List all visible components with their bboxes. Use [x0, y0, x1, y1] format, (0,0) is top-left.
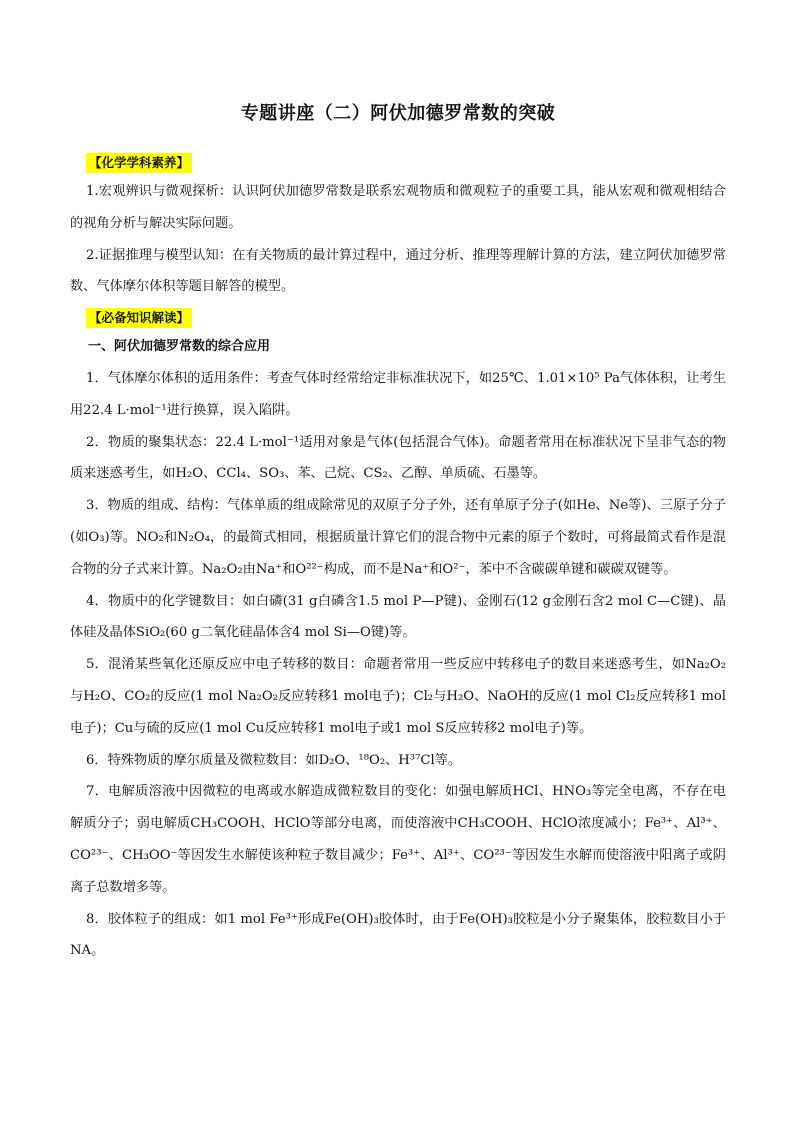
knowledge-item-7: 7．电解质溶液中因微粒的电离或水解造成微粒数目的变化：如强电解质HCl、HNO₃等完全电离，不存在电解质分子；弱电解质CH₃COOH、HClO等部分电离，而使溶液中CH₃COOH、HClO浓度减小；Fe³⁺、Al³⁺、CO²³⁻、CH₃OO⁻等因发生水解使该种粒子数目减少；Fe³⁺、Al³⁺、CO²³⁻等因发生水解而使溶液中阳离子或阴离子总数增多等。 [70, 784, 726, 895]
literacy-paragraph-1: 1.宏观辨识与微观探析：认识阿伏加德罗常数是联系宏观物质和微观粒子的重要工具，能从宏观和微观相结合的视角分析与解决实际问题。 [70, 184, 726, 231]
knowledge-item-5: 5．混淆某些氧化还原反应中电子转移的数目：命题者常用一些反应中转移电子的数目来迷惑考生，如Na₂O₂与H₂O、CO₂的反应(1 mol Na₂O₂反应转移1 mol电子)；Cl₂与H₂O、NaOH的反应(1 mol Cl₂反应转移1 mol电子)；Cu与硫的反应(1 mol Cu反应转移1 mol电子或1 mol S反应转移2 mol电子)等。 [70, 657, 726, 736]
page-title: 专题讲座（二）阿伏加德罗常数的突破 [240, 103, 556, 124]
knowledge-item-2: 2．物质的聚集状态：22.4 L·mol⁻¹适用对象是气体(包括混合气体)。命题者常用在标准状况下呈非气态的物质来迷惑考生，如H₂O、CCl₄、SO₃、苯、己烷、CS₂、乙醇、单质硫、石墨等。 [70, 434, 726, 482]
knowledge-item-3: 3．物质的组成、结构：气体单质的组成除常见的双原子分子外，还有单原子分子(如He、Ne等)、三原子分子(如O₃)等。NO₂和N₂O₄，的最简式相同，根据质量计算它们的混合物中元素的原子个数时，可将最简式看作是混合物的分子式来计算。Na₂O₂由Na⁺和O²²⁻构成，而不是Na⁺和O²⁻，苯中不含碳碳单键和碳碳双键等。 [70, 498, 726, 577]
literacy-paragraph-2: 2.证据推理与模型认知：在有关物质的最计算过程中，通过分析、推理等理解计算的方法，建立阿伏加德罗常数、气体摩尔体积等题目解答的模型。 [70, 247, 726, 295]
section-tag-literacy: 【化学学科素养】 [86, 153, 192, 173]
section-subheading: 一、阿伏加德罗常数的综合应用 [88, 339, 271, 355]
section-tag-row [70, 148, 726, 176]
knowledge-item-6: 6．特殊物质的摩尔质量及微粒数目：如D₂O、¹⁸O₂、H³⁷Cl等。 [86, 752, 462, 768]
knowledge-item-1: 1．气体摩尔体积的适用条件：考查气体时经常给定非标准状况下，如25℃、1.01×10⁵ Pa气体体积，让考生用22.4 L·mol⁻¹进行换算，误入陷阱。 [70, 370, 726, 418]
knowledge-item-8: 8．胶体粒子的组成：如1 mol Fe³⁺形成Fe(OH)₃胶体时，由于Fe(OH)₃胶粒是小分子聚集体，胶粒数目小于NA。 [70, 911, 726, 959]
section-tag-row [70, 303, 726, 331]
knowledge-item-4: 4．物质中的化学键数目：如白磷(31 g白磷含1.5 mol P—P键)、金刚石(12 g金刚石含2 mol C—C键)、晶体硅及晶体SiO₂(60 g二氧化硅晶体含4 mol Si—O键)等。 [70, 593, 726, 641]
section-tag-knowledge: 【必备知识解读】 [86, 308, 192, 328]
document-page [70, 100, 726, 967]
